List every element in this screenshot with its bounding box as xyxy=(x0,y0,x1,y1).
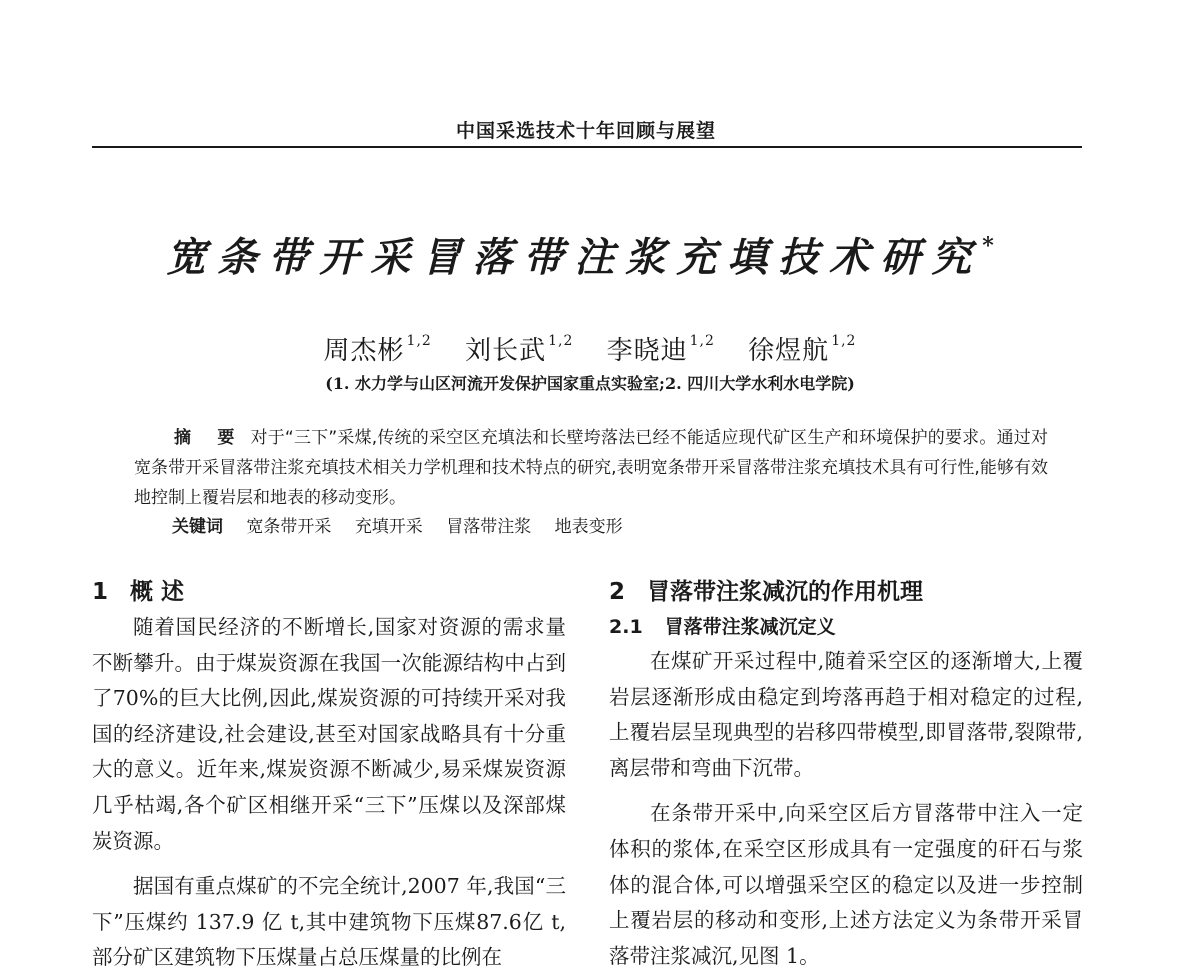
abstract-label: 摘 要 xyxy=(174,428,245,448)
title-text: 宽条带开采冒落带注浆充填技术研究 xyxy=(166,234,983,281)
body-paragraph: 据国有重点煤矿的不完全统计,2007 年,我国“三下”压煤约 137.9 亿 t,其中建筑物下压煤87.6亿 t,部分矿区建筑物下压煤量占总压煤量的比例在 xyxy=(92,874,566,970)
author-list xyxy=(0,330,1180,367)
section-number: 1 xyxy=(92,579,109,605)
body-paragraph: 随着国民经济的不断增长,国家对资源的需求量不断攀升。由于煤炭资源在我国一次能源结构中占到了70%的巨大比例,因此,煤炭资源的可持续开采对我国的经济建设,社会建设,甚至对国家战略具有十分重大的意义。近年来,煤炭资源不断减少,易采煤炭资源几乎枯竭,各个矿区相继开采“三下”压煤以及深部煤炭资源。 xyxy=(92,615,566,853)
author xyxy=(748,330,856,367)
abstract xyxy=(134,423,1048,513)
title-footnote-mark: * xyxy=(982,233,994,259)
running-header: 中国采选技术十年回顾与展望 xyxy=(455,120,716,142)
author xyxy=(607,330,715,367)
author-affiliation-mark: 1,2 xyxy=(831,333,857,349)
section-title: 冒落带注浆减沉的作用机理 xyxy=(647,579,924,605)
author-affiliation-mark: 1,2 xyxy=(689,333,715,349)
body-paragraph: 在条带开采中,向采空区后方冒落带中注入一定体积的浆体,在采空区形成具有一定强度的矸石与浆体的混合体,可以增强采空区的稳定以及进一步控制上覆岩层的移动和变形,上述方法定义为条带开采冒落带注浆减沉,见图 1。 xyxy=(609,801,1083,968)
paper-title xyxy=(0,226,1160,283)
keyword: 冒落带注浆 xyxy=(446,517,532,537)
subsection-number: 2.1 xyxy=(609,616,643,638)
header-rule xyxy=(92,146,1082,148)
author-affiliation-mark: 1,2 xyxy=(406,333,432,349)
keyword: 充填开采 xyxy=(354,517,423,537)
body-paragraph: 在煤矿开采过程中,随着采空区的逐渐增大,上覆岩层逐渐形成由稳定到垮落再趋于相对稳定的过程,上覆岩层呈现典型的岩移四带模型,即冒落带,裂隙带,离层带和弯曲下沉带。 xyxy=(609,649,1083,780)
author-name: 徐煜航 xyxy=(748,336,830,366)
section-heading xyxy=(92,575,566,610)
author-name: 周杰彬 xyxy=(323,336,405,366)
left-column xyxy=(92,575,566,976)
right-column xyxy=(609,575,1083,974)
keyword: 宽条带开采 xyxy=(246,517,332,537)
section-title: 概 述 xyxy=(130,579,185,605)
section-heading xyxy=(609,575,1083,610)
keywords-label: 关键词 xyxy=(172,517,223,537)
abstract-text: 对于“三下”采煤,传统的采空区充填法和长壁垮落法已经不能适应现代矿区生产和环境保护的要求。通过对宽条带开采冒落带注浆充填技术相关力学机理和技术特点的研究,表明宽条带开采冒落带注浆充填技术具有可行性,能够有效地控制上覆岩层和地表的移动变形。 xyxy=(134,428,1048,508)
subsection-title: 冒落带注浆减沉定义 xyxy=(664,616,836,638)
author xyxy=(324,330,432,367)
section-number: 2 xyxy=(609,579,626,605)
keywords xyxy=(172,512,641,537)
author-name: 李晓迪 xyxy=(606,336,688,366)
abstract-paragraph xyxy=(134,423,1048,513)
affiliation: (1. 水力学与山区河流开发保护国家重点实验室;2. 四川大学水利水电学院) xyxy=(325,374,855,393)
keyword: 地表变形 xyxy=(554,517,623,537)
author xyxy=(465,330,573,367)
author-name: 刘长武 xyxy=(465,336,547,366)
subsection-heading xyxy=(609,610,1083,644)
author-affiliation-mark: 1,2 xyxy=(548,333,574,349)
